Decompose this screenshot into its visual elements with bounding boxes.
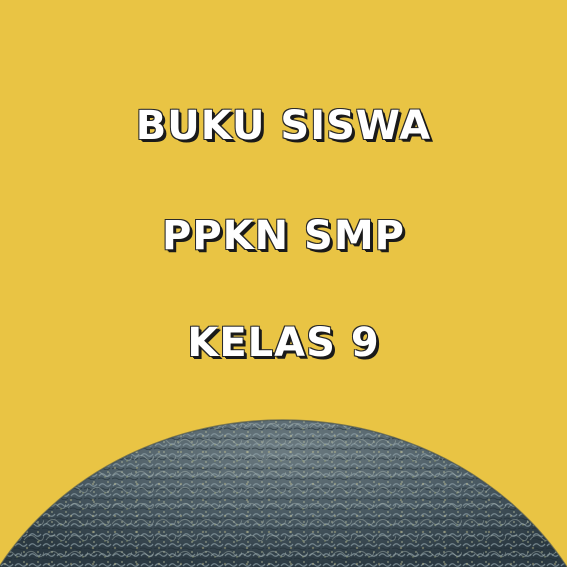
title-line-2: PPKN SMP: [162, 213, 405, 259]
title-line-3: KELAS 9: [187, 320, 380, 366]
title-line-1: BUKU SISWA: [135, 103, 432, 149]
